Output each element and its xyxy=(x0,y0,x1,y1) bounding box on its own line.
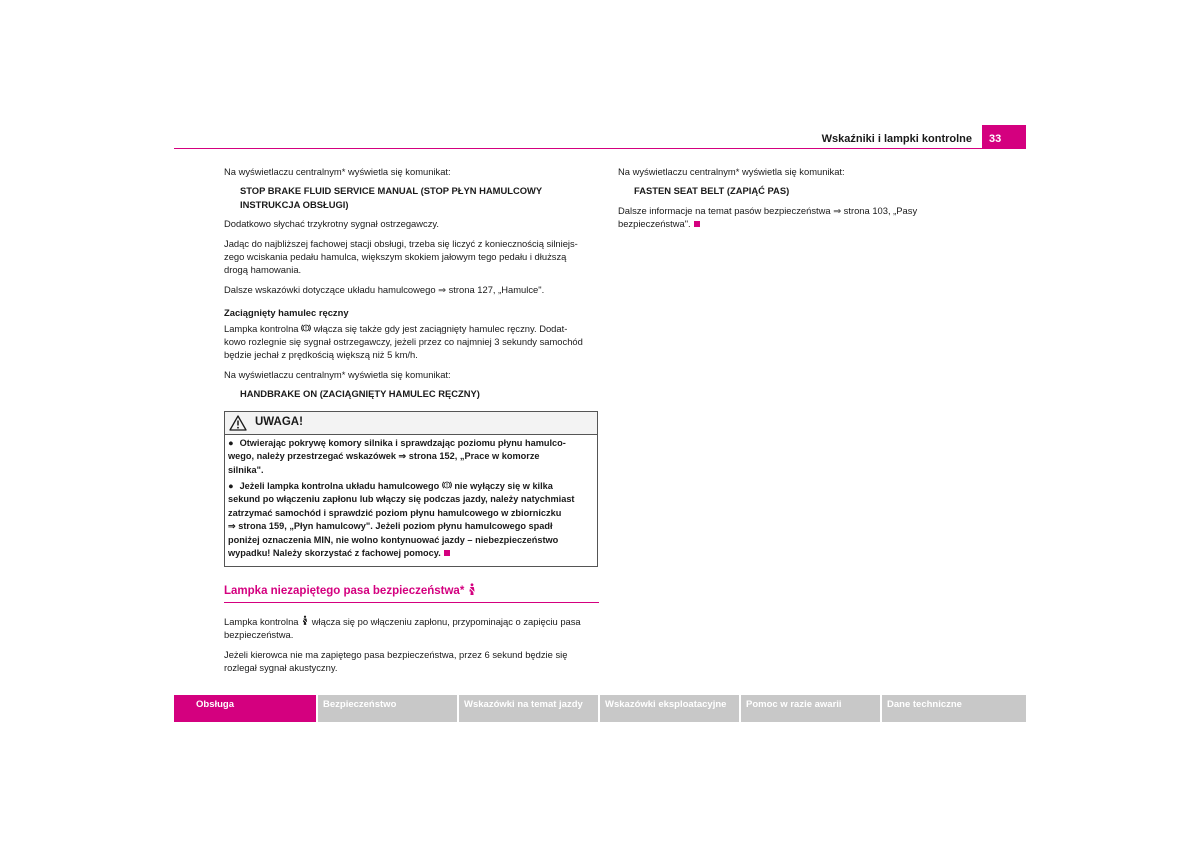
brake-warning-icon xyxy=(442,480,452,490)
end-marker-icon xyxy=(444,550,450,556)
nav-tab-pomoc-awarii[interactable]: Pomoc w razie awarii xyxy=(741,695,880,722)
nav-tab-wskazowki-jazdy[interactable]: Wskazówki na temat jazdy xyxy=(459,695,598,722)
nav-tab-obsluga[interactable]: Obsługa xyxy=(174,695,316,722)
paragraph: Na wyświetlaczu centralnym* wyświetla się komunikat: xyxy=(224,166,451,177)
running-header-title: Wskaźniki i lampki kontrolne xyxy=(821,133,972,145)
subsection-title: Zaciągnięty hamulec ręczny xyxy=(224,307,349,319)
brake-warning-icon xyxy=(301,323,311,333)
nav-tab-bezpieczenstwo[interactable]: Bezpieczeństwo xyxy=(318,695,457,722)
paragraph: Jadąc do najbliższej fachowej stacji obsługi, trzeba się liczyć z koniecznością silniejs- zego wciskania pedału hamulca, większym skokiem jałowym tego pedału i dłuższą drogą hamowania. xyxy=(224,237,578,276)
paragraph-link-brakes[interactable]: Dalsze wskazówki dotyczące układu hamulcowego ⇒ strona 127, „Hamulce". xyxy=(224,283,545,295)
nav-tab-dane-techniczne[interactable]: Dane techniczne xyxy=(882,695,1026,722)
paragraph: Na wyświetlaczu centralnym* wyświetla się komunikat: xyxy=(224,368,451,380)
warning-triangle-icon xyxy=(229,415,247,431)
page-number: 33 xyxy=(982,125,1026,149)
bullet-icon: ● xyxy=(228,480,234,491)
warning-bullet: ● Jeżeli lampka kontrolna układu hamulcowego nie wyłączy się w kilka sekund po włączeniu zapłonu lub włączy się podczas jazdy, należy natychmiast zatrzymać samochód i sprawdzić poziom płynu hamulcowego w zbiorniczku ⇒ strona 159, „Płyn hamulcowy". Jeżeli poziom płynu hamulcowego spadł poniżej oznaczenia MIN, nie wolno kontynuować jazdy – niebezpieczeństwo wypadku! Należy skorzystać z fachowej pomocy. xyxy=(228,480,575,558)
warning-title: UWAGA! xyxy=(255,415,303,428)
right-column xyxy=(618,165,993,237)
paragraph-link-seatbelts[interactable]: Dalsze informacje na temat pasów bezpieczeństwa ⇒ strona 103, „Pasy bezpieczeństwa". xyxy=(618,204,918,230)
left-column xyxy=(224,165,599,680)
display-message: FASTEN SEAT BELT (ZAPIĄĆ PAS) xyxy=(634,185,790,197)
display-message: STOP BRAKE FLUID SERVICE MANUAL (STOP PŁYN HAMULCOWY INSTRUKCJA OBSŁUGI) xyxy=(240,185,543,210)
seatbelt-icon xyxy=(301,615,309,626)
warning-header xyxy=(225,412,597,435)
paragraph: Na wyświetlaczu centralnym* wyświetla się komunikat: xyxy=(618,166,845,177)
paragraph: Dodatkowo słychać trzykrotny sygnał ostrzegawczy. xyxy=(224,218,440,230)
end-marker-icon xyxy=(694,221,700,227)
display-message: HANDBRAKE ON (ZACIĄGNIĘTY HAMULEC RĘCZNY) xyxy=(240,388,480,400)
section-title: Lampka niezapiętego pasa bezpieczeństwa* xyxy=(224,583,599,602)
header-divider xyxy=(174,148,1026,149)
paragraph: Lampka kontrolna włącza się także gdy jest zaciągnięty hamulec ręczny. Dodat- kowo rozlegnie się sygnał ostrzegawczy, jeżeli przez co najmniej 3 sekundy samochód będzie jechał z prędkością większą niż 5 km/h. xyxy=(224,322,583,361)
warning-body xyxy=(225,435,597,567)
warning-box xyxy=(224,411,598,568)
warning-bullet: ● Otwierając pokrywę komory silnika i sprawdzając poziomu płynu hamulco- wego, należy przestrzegać wskazówek ⇒ strona 152, „Prace w komorze silnika". xyxy=(228,437,566,475)
nav-tab-wskazowki-eksploatacyjne[interactable]: Wskazówki eksploatacyjne xyxy=(600,695,739,722)
bullet-icon: ● xyxy=(228,437,234,448)
paragraph: Jeżeli kierowca nie ma zapiętego pasa bezpieczeństwa, przez 6 sekund będzie się rozlegał sygnał akustyczny. xyxy=(224,648,568,673)
paragraph: Lampka kontrolna włącza się po włączeniu zapłonu, przypominając o zapięciu pasa bezpieczeństwa. xyxy=(224,615,581,641)
chapter-nav xyxy=(174,695,1026,722)
seatbelt-icon xyxy=(467,583,477,596)
